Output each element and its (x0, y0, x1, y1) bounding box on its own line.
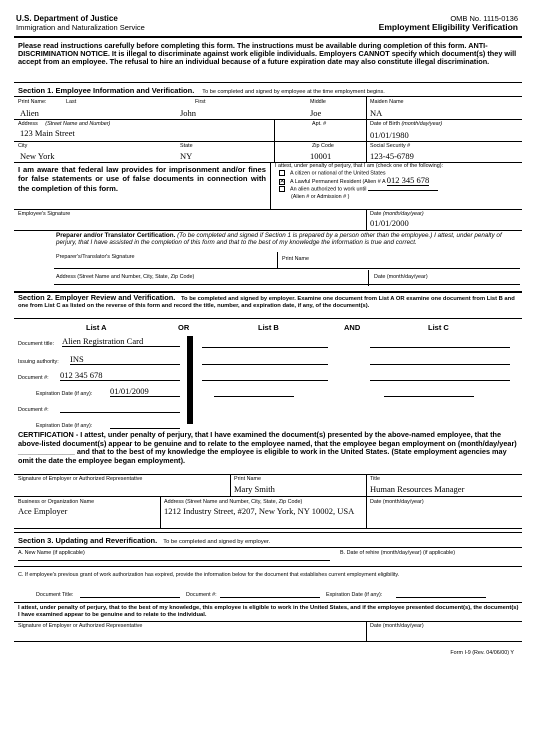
preparer-text: (To be completed and signed if Section 1 is prepared by a person other than the employee.) I attest, under penalty of perjury, that I have assisted in the completion of this form and that to the best of my knowledge the information is true and correct. (56, 232, 502, 247)
reverify-doc-number-field[interactable] (220, 597, 320, 598)
first-label: First (195, 99, 206, 105)
citizen-label: A citizen or national of the United States (290, 170, 386, 177)
employer-certification: CERTIFICATION - I attest, under penalty of perjury, that I have examined the document(s) presented by the above-named employee, that the above-listed document(s) appear to be genuine and to relate to the employee named, that the employee began employment on (month/day/year) ______________ and that to the best of my knowledge the employee is eligible to work in the United States. (State employment agencies may omit the date the employee began employment). (18, 430, 517, 465)
list-c-doc-number-field[interactable] (370, 380, 510, 381)
list-c-doc-title-field[interactable] (370, 347, 510, 348)
list-b-heading: List B (258, 323, 279, 332)
business-name-label: Business or Organization Name (18, 499, 95, 505)
section3-note: To be completed and signed by employer. (163, 539, 271, 545)
preparer-print-name-label: Print Name (282, 256, 309, 262)
employee-signature-field[interactable] (18, 218, 363, 230)
alien-number-field[interactable]: 012 345 678 (386, 175, 430, 186)
federal-law-warning: I am aware that federal law provides for imprisonment and/or fines for false statements or use of false documents in connection with the completion of this form. (18, 165, 266, 193)
divider (230, 474, 231, 496)
employee-signature-label: Employee's Signature (18, 211, 71, 217)
divider (14, 230, 522, 231)
divider (366, 97, 367, 163)
preparer-address-label: Address (Street Name and Number, City, State, Zip Code) (56, 274, 195, 280)
reverify-doc-number-label: Document #: (186, 592, 217, 598)
doc-number-field[interactable]: 012 345 678 (60, 370, 180, 381)
divider (14, 119, 522, 120)
reverify-signature-label: Signature of Employer or Authorized Representative (18, 623, 143, 629)
employee-date-label (370, 211, 424, 217)
divider (14, 209, 522, 210)
ssn-label: Social Security # (370, 143, 411, 149)
or-heading: OR (178, 323, 190, 332)
dob-field[interactable]: 01/01/1980 (370, 130, 409, 140)
divider (270, 162, 271, 210)
last-label: Last (66, 99, 77, 105)
list-b-exp-field[interactable] (214, 396, 294, 397)
section2-note: To be completed and signed by employer. Examine one document from List A OR examine one document from List B and one from List C as listed on the reverse of this form and record the title, number, and expiration date, if any, of the document(s). (18, 296, 515, 309)
subagency-name: Immigration and Naturalization Service (16, 23, 145, 32)
preparer-signature-label: Preparer's/Translator's Signature (56, 254, 135, 260)
list-separator (187, 336, 193, 424)
divider (160, 496, 161, 528)
employer-title-label: Title (370, 476, 380, 482)
permanent-resident-checkbox[interactable] (279, 179, 285, 185)
last-name-field[interactable]: Alien (20, 108, 39, 118)
employer-date-label: Date (month/day/year) (370, 499, 424, 505)
divider (14, 528, 522, 529)
form-title: Employment Eligibility Verification (378, 22, 518, 32)
intro-notice: Please read instructions carefully before completing this form. The instructions must be available during completion of this form. ANTI-DISCRIMINATION NOTICE. It is illegal to discriminate against work eligible individuals. Employers CANNOT specify which document(s) they will accept from an employee. The refusal to hire an individual because of a future expiration date may also constitute illegal discrimination. (18, 41, 517, 67)
state-field[interactable]: NY (180, 151, 193, 161)
employer-print-name-label: Print Name (234, 476, 261, 482)
authorized-alien-label: An alien authorized to work until (290, 186, 367, 193)
reverify-doc-title-field[interactable] (80, 597, 180, 598)
dob-hint: (month/day/year) (401, 121, 443, 127)
divider (14, 621, 522, 622)
employer-signature-field[interactable] (18, 483, 228, 495)
reverify-date-label: Date (month/day/year) (370, 623, 424, 629)
preparer-signature-field[interactable] (56, 260, 274, 268)
apt-label: Apt. # (312, 121, 327, 127)
section3-title: Section 3. Updating and Reverification. (18, 536, 158, 545)
dob-label (370, 121, 442, 127)
doc-number2-label: Document #: (18, 407, 49, 413)
divider (54, 268, 520, 269)
list-b-issuing-field[interactable] (202, 364, 328, 365)
divider (14, 566, 522, 567)
divider (14, 496, 522, 497)
list-a-heading: List A (86, 323, 107, 332)
middle-name-field[interactable]: Joe (310, 108, 322, 118)
option-authorized-alien (279, 186, 520, 193)
list-c-heading: List C (428, 323, 449, 332)
authorized-alien-checkbox[interactable] (279, 186, 285, 192)
reverification-instructions: C. If employee's previous grant of work authorization has expired, provide the information below for the document that establishes current employment eligibility. (18, 572, 400, 578)
option-permanent-resident (279, 177, 520, 186)
divider (14, 474, 522, 475)
doc-title-field[interactable]: Alien Registration Card (62, 336, 180, 347)
rehire-date-label: B. Date of rehire (month/day/year) (if applicable) (340, 550, 456, 556)
citizen-checkbox[interactable] (279, 170, 285, 176)
new-name-label: A. New Name (if applicable) (18, 550, 85, 556)
address-label-text: Address (18, 121, 38, 127)
list-b-doc-number-field[interactable] (202, 380, 328, 381)
maiden-name-field[interactable]: NA (370, 108, 383, 118)
divider (14, 547, 522, 548)
new-name-field[interactable] (18, 560, 330, 561)
reverify-signature-field[interactable] (18, 629, 363, 639)
business-address-label: Address (Street Name and Number, City, State, Zip Code) (164, 499, 303, 505)
divider (14, 602, 522, 603)
reverify-doc-title-label: Document Title: (36, 592, 74, 598)
preparer-date-label: Date (month/day/year) (374, 274, 428, 280)
divider (14, 141, 522, 142)
employee-date-field[interactable]: 01/01/2000 (370, 218, 409, 228)
divider (366, 621, 367, 641)
city-field[interactable]: New York (20, 151, 55, 161)
business-address-field[interactable]: 1212 Industry Street, #207, New York, NY 10002, USA (164, 506, 355, 516)
agency-header (16, 14, 145, 32)
state-label: State (180, 143, 193, 149)
section2-title: Section 2. Employer Review and Verification. (18, 293, 176, 302)
section3-heading (18, 536, 270, 545)
preparer-certification (56, 232, 518, 246)
omb-number: OMB No. 1115-0136 (450, 14, 518, 23)
address-hint: (Street Name and Number) (45, 121, 111, 127)
permanent-resident-label: A Lawful Permanent Resident (Alien # A (290, 179, 386, 186)
middle-label: Middle (310, 99, 326, 105)
list-c-issuing-field[interactable] (370, 364, 510, 365)
preparer-title: Preparer and/or Translator Certification. (56, 232, 176, 239)
address-field[interactable]: 123 Main Street (20, 128, 75, 138)
attestation-block (275, 163, 520, 201)
divider (54, 284, 520, 285)
alien-admission-label: (Alien # or Admission # ) (291, 193, 350, 200)
first-name-field[interactable]: John (180, 108, 197, 118)
divider (366, 474, 367, 528)
print-name-label: Print Name: (18, 99, 47, 105)
ssn-field[interactable]: 123-45-6789 (370, 151, 414, 161)
authorized-until-field[interactable] (368, 190, 438, 191)
maiden-label: Maiden Name (370, 99, 404, 105)
city-label: City (18, 143, 28, 149)
form-footer: Form I-9 (Rev. 04/06/00) Y (450, 650, 514, 656)
section1-title: Section 1. Employee Information and Verification. (18, 86, 195, 95)
exp-date2-field[interactable] (110, 428, 180, 429)
divider (14, 641, 522, 642)
attestation-intro: I attest, under penalty of perjury, that I am (check one of the following): (275, 163, 443, 169)
section1-note: To be completed and signed by employee at the time employment begins. (202, 89, 385, 95)
issuing-authority-label: Issuing authority: (18, 359, 59, 365)
exp-date2-label: Expiration Date (if any): (36, 423, 93, 429)
divider (277, 252, 278, 269)
reverification-attestation: I attest, under penalty of perjury, that to the best of my knowledge, this employee is eligible to work in the United States, and if the employee presented document(s), the document(s) I have examined appear to be genuine and to relate to the individual. (18, 605, 519, 618)
list-c-exp-field[interactable] (384, 396, 474, 397)
list-b-doc-title-field[interactable] (202, 347, 328, 348)
section2-heading (18, 294, 520, 310)
employer-print-name-field[interactable]: Mary Smith (234, 484, 275, 494)
zip-label: Zip Code (312, 143, 334, 149)
doc-number-label: Document #: (18, 375, 49, 381)
form-header (379, 14, 518, 32)
exp-date-field[interactable]: 01/01/2009 (110, 386, 180, 397)
divider (14, 96, 522, 97)
reverify-exp-field[interactable] (396, 597, 486, 598)
divider (14, 318, 522, 319)
employee-date-hint: (month/day/year) (382, 211, 424, 217)
issuing-authority-field[interactable]: INS (70, 354, 180, 365)
divider (14, 532, 522, 533)
address-label (18, 121, 110, 127)
agency-name: U.S. Department of Justice (16, 14, 118, 23)
reverify-exp-label: Expiration Date (if any): (326, 592, 383, 598)
section1-heading (18, 86, 385, 95)
business-name-field[interactable]: Ace Employer (18, 506, 68, 516)
and-heading: AND (344, 323, 361, 332)
zip-field[interactable]: 10001 (310, 151, 332, 161)
doc-title-label: Document title: (18, 341, 54, 347)
employer-signature-label: Signature of Employer or Authorized Representative (18, 476, 143, 482)
divider (366, 209, 367, 231)
divider (14, 82, 522, 83)
divider (14, 36, 522, 38)
employee-date-label-text: Date (370, 211, 382, 217)
exp-date-label: Expiration Date (if any): (36, 391, 93, 397)
employer-title-field[interactable]: Human Resources Manager (370, 484, 465, 494)
dob-label-text: Date of Birth (370, 121, 400, 127)
doc-number2-field[interactable] (60, 412, 180, 413)
